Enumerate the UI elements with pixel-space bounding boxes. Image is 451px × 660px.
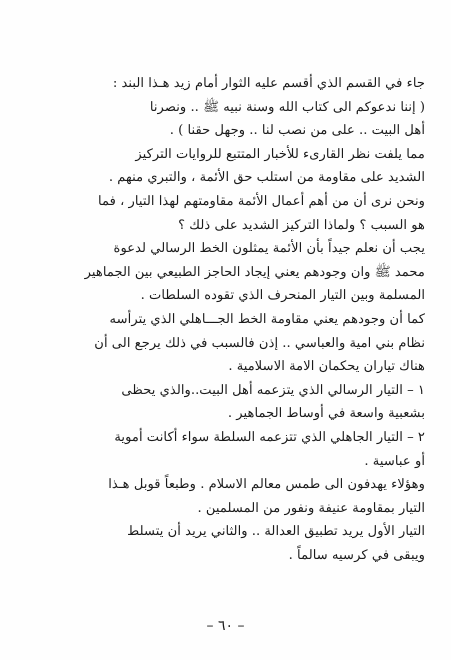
paragraph <box>24 190 425 237</box>
paragraph <box>24 473 425 520</box>
text-line: وهؤلاء يهدفون الى طمس معالم الاسلام . وطبعاً قوبل هـذا <box>108 477 425 493</box>
text-line: مما يلفت نظر القارىء للأخبار المتتبع للروايات التركيز <box>135 146 425 162</box>
paragraph <box>24 72 425 143</box>
paragraph <box>24 237 425 308</box>
paragraph <box>24 308 425 379</box>
text-line: التيار بمقاومة عنيفة ونفور من المسلمين . <box>197 500 425 516</box>
text-line: كما أن وجودهم يعني مقاومة الخط الجـــاهلي الذي يترأسه <box>109 311 425 327</box>
text-line: ١ – التيار الرسالي الذي يتزعمه أهل البيت..والذي يحظى <box>121 382 425 398</box>
text-line: ( إننا ندعوكم الى كتاب الله وسنة نبيه ﷺ .. ونصرنا <box>149 99 425 115</box>
text-line: هو السبب ؟ ولماذا التركيز الشديد على ذلك ؟ <box>178 217 425 233</box>
text-line: جاء في القسم الذي أقسم عليه الثوار أمام زيد هـذا البند : <box>112 76 425 91</box>
text-line: المسلمة وبين التيار المنحرف الذي تقوده السلطات . <box>140 288 425 304</box>
text-line: التيار الأول يريد تطبيق العدالة .. والثاني يريد أن يتسلط <box>127 524 425 540</box>
text-line: هناك تياران يحكمان الامة الاسلامية . <box>228 359 425 375</box>
text-line: محمد ﷺ وان وجودهم يعني إيجاد الحاجز الطبيعي بين الجماهير <box>84 264 425 280</box>
text-line: أهل البيت .. على من نصب لنا .. وجهل حقنا ) . <box>169 123 425 139</box>
text-line: يجب أن نعلم جيداً بأن الأئمة يمثلون الخط الرسالي لدعوة <box>113 241 425 257</box>
paragraph <box>24 379 425 426</box>
text-line: ويبقى في كرسيه سالماً . <box>288 547 425 563</box>
page-number: – ٦٠ – <box>206 618 245 634</box>
text-line: ٢ – التيار الجاهلي الذي تتزعمه السلطة سواء أكانت أموية <box>114 429 425 445</box>
paragraph <box>24 143 425 190</box>
paragraph <box>24 426 425 473</box>
body-text <box>24 72 425 567</box>
paragraph <box>24 520 425 567</box>
text-line: بشعبية واسعة في أوساط الجماهير . <box>227 406 425 422</box>
text-line: ونحن نرى أن من أهم أعمال الأئمة مقاومتهم لهذا التيار ، فما <box>97 193 425 209</box>
text-line: أو عباسية . <box>364 453 425 469</box>
text-line: نظام بني امية والعباسي .. إذن فالسبب في ذلك يرجع الى أن <box>94 335 425 351</box>
text-line: الشديد على مقاومة من استلب حق الأئمة ، والتبري منهم . <box>108 170 425 186</box>
